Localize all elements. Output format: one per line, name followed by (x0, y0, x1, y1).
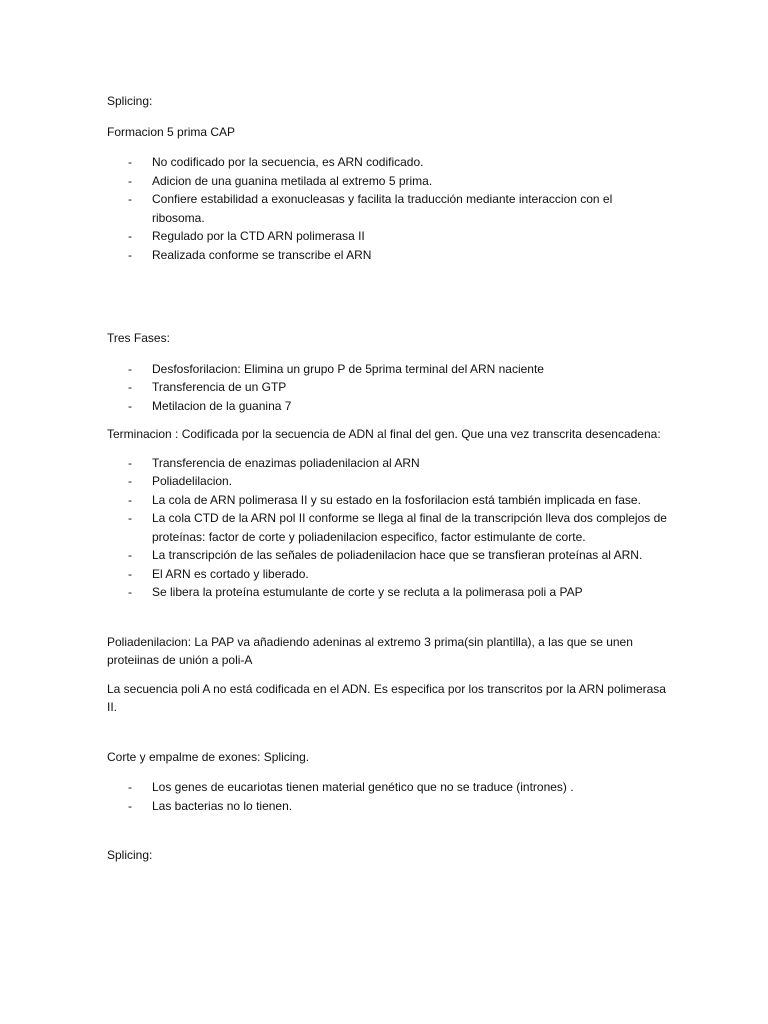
list-item: - El ARN es cortado y liberado. (128, 566, 309, 581)
list-item: - Poliadelilacion. (128, 474, 233, 488)
list-item: - Confiere estabilidad a exonucleasas y facilita la traducción mediante interaccion con el ribosoma. (128, 192, 613, 225)
list-item: - Metilacion de la guanina 7 (128, 398, 292, 413)
list-item: - La transcripción de las señales de poliadenilacion hace que se transfieran proteínas al ARN. (128, 548, 643, 562)
corte-heading: Corte y empalme de exones: Splicing. (107, 749, 310, 764)
terminacion-paragraph: Terminacion : Codificada por la secuencia de ADN al final del gen. Que una vez transcrita desencadena: (107, 427, 661, 441)
cap-list (107, 153, 667, 264)
document-page (107, 92, 667, 865)
list-item: - Adicion de una guanina metilada al extremo 5 prima. (128, 173, 433, 188)
fases-heading: Tres Fases: (107, 331, 170, 345)
list-item: - La cola de ARN polimerasa II y su estado en la fosforilacion está también implicada en fase. (128, 492, 641, 507)
list-item: - Los genes de eucariotas tienen material genético que no se traduce (intrones) . (128, 780, 574, 794)
list-item: - Desfosforilacion: Elimina un grupo P de 5prima terminal del ARN naciente (128, 361, 544, 376)
list-item: - La cola CTD de la ARN pol II conforme se llega al final de la transcripción lleva dos complejos de proteínas: factor de corte y poliadenilacion especifico, factor estimulante de corte. (128, 511, 667, 544)
list-item: - Regulado por la CTD ARN polimerasa II (128, 229, 365, 243)
list-item: - Realizada conforme se transcribe el ARN (128, 247, 372, 262)
poliadenilacion-paragraph: Poliadenilacion: La PAP va añadiendo adeninas al extremo 3 prima(sin plantilla), a las que se unen proteiinas de unión a poli-A (107, 634, 633, 667)
poli-a-paragraph: La secuencia poli A no está codificada en el ADN. Es especifica por los transcritos por la ARN polimerasa II. (107, 681, 666, 714)
list-item: - Transferencia de enazimas poliadenilacion al ARN (128, 455, 420, 470)
fases-list (107, 360, 667, 416)
list-item: - No codificado por la secuencia, es ARN codificado. (128, 155, 424, 169)
list-item: - Transferencia de un GTP (128, 380, 287, 394)
list-item: - Se libera la proteína estumulante de corte y se recluta a la polimerasa poli a PAP (128, 585, 583, 599)
list-item: - Las bacterias no lo tienen. (128, 798, 293, 813)
terminacion-list (107, 454, 667, 602)
cap-heading: Formacion 5 prima CAP (107, 124, 236, 139)
corte-list (107, 778, 667, 815)
section-title-splicing-2: Splicing: (107, 848, 153, 862)
section-title-splicing: Splicing: (107, 94, 153, 108)
